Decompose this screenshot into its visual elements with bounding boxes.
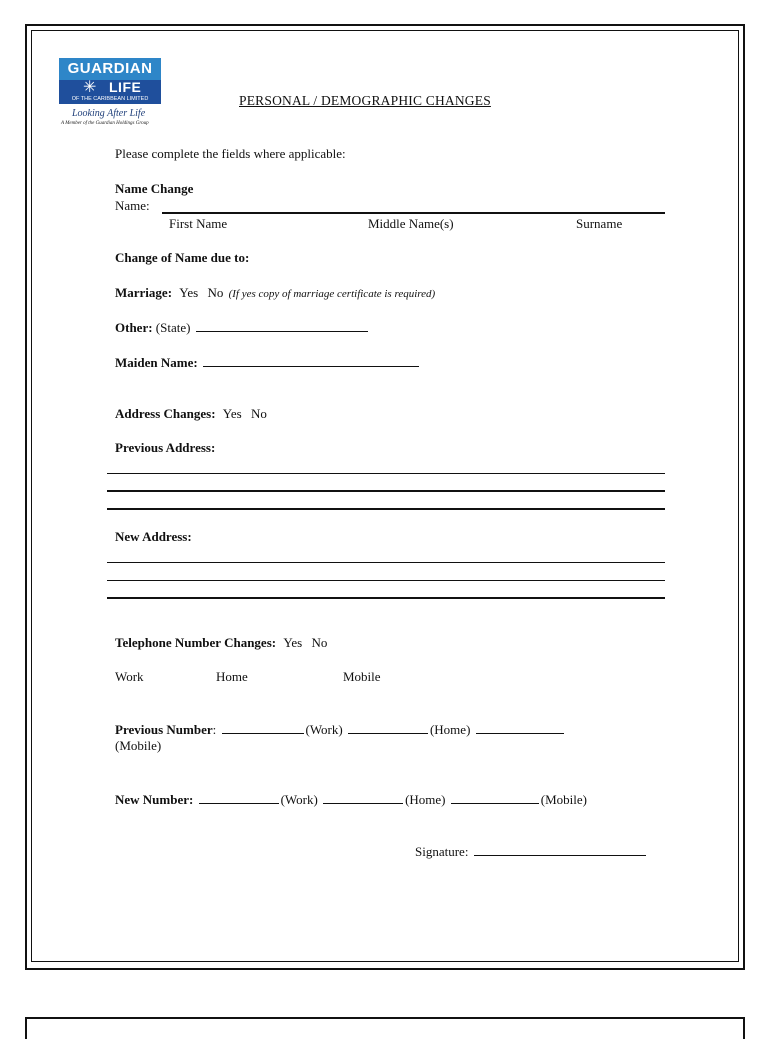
new-address-line-2[interactable] bbox=[107, 580, 665, 581]
telephone-row bbox=[115, 635, 327, 651]
phone-work-option[interactable]: Work bbox=[115, 669, 144, 684]
signature-label: Signature: bbox=[415, 844, 469, 859]
previous-home-field[interactable] bbox=[348, 721, 428, 734]
previous-address-line-2[interactable] bbox=[107, 490, 665, 492]
other-state-hint: (State) bbox=[155, 320, 191, 335]
new-number-label: New Number: bbox=[115, 792, 194, 807]
logo-fineprint: A Member of the Guardian Holdings Group bbox=[61, 121, 149, 126]
change-due-heading: Change of Name due to: bbox=[115, 250, 250, 265]
signature-field[interactable] bbox=[474, 843, 646, 856]
previous-address-line-3[interactable] bbox=[107, 508, 665, 510]
telephone-no-option[interactable]: No bbox=[311, 635, 328, 650]
previous-mobile-caption: (Mobile) bbox=[115, 738, 162, 753]
other-label: Other: bbox=[115, 320, 153, 335]
logo-tagline: Looking After Life bbox=[72, 108, 146, 119]
telephone-label: Telephone Number Changes: bbox=[115, 635, 277, 650]
middle-name-caption: Middle Name(s) bbox=[368, 216, 454, 231]
new-number-row bbox=[115, 791, 587, 808]
marriage-yes-option[interactable]: Yes bbox=[179, 285, 199, 300]
maiden-row bbox=[115, 354, 421, 371]
previous-number-row bbox=[115, 721, 566, 738]
intro-text: Please complete the fields where applicable: bbox=[115, 146, 346, 161]
marriage-row bbox=[115, 285, 435, 301]
maiden-name-field[interactable] bbox=[203, 354, 419, 367]
telephone-yes-option[interactable]: Yes bbox=[283, 635, 303, 650]
address-yes-option[interactable]: Yes bbox=[222, 406, 242, 421]
other-row bbox=[115, 319, 370, 336]
new-mobile-field[interactable] bbox=[451, 791, 539, 804]
first-name-caption: First Name bbox=[169, 216, 228, 231]
page-border-inner bbox=[31, 30, 739, 962]
marriage-no-option[interactable]: No bbox=[207, 285, 224, 300]
new-address-label: New Address: bbox=[115, 529, 192, 544]
new-address-line-1[interactable] bbox=[107, 562, 665, 563]
name-label: Name: bbox=[115, 198, 150, 213]
previous-mobile-field[interactable] bbox=[476, 721, 564, 734]
star-icon: ✳ bbox=[83, 77, 97, 96]
address-label: Address Changes: bbox=[115, 406, 216, 421]
new-home-field[interactable] bbox=[323, 791, 403, 804]
previous-work-caption: (Work) bbox=[305, 722, 343, 737]
maiden-label: Maiden Name: bbox=[115, 355, 198, 370]
signature-row bbox=[415, 843, 648, 860]
logo-line3: OF THE CARIBBEAN LIMITED bbox=[71, 96, 149, 102]
logo-line1: GUARDIAN bbox=[67, 60, 153, 77]
previous-work-field[interactable] bbox=[222, 721, 304, 734]
phone-home-option[interactable]: Home bbox=[216, 669, 248, 684]
other-field[interactable] bbox=[196, 319, 368, 332]
address-row bbox=[115, 406, 267, 422]
marriage-note: (If yes copy of marriage certificate is required) bbox=[228, 288, 436, 300]
previous-number-colon: : bbox=[212, 722, 217, 737]
previous-address-line-1[interactable] bbox=[107, 473, 665, 474]
previous-number-label: Previous Number bbox=[115, 722, 213, 737]
new-address-line-3[interactable] bbox=[107, 597, 665, 599]
next-page-border bbox=[25, 1017, 745, 1039]
new-mobile-caption: (Mobile) bbox=[540, 792, 587, 807]
new-work-field[interactable] bbox=[199, 791, 279, 804]
page-title: PERSONAL / DEMOGRAPHIC CHANGES bbox=[239, 93, 491, 108]
address-no-option[interactable]: No bbox=[250, 406, 267, 421]
previous-address-label: Previous Address: bbox=[115, 440, 216, 455]
new-home-caption: (Home) bbox=[405, 792, 446, 807]
name-field[interactable] bbox=[162, 212, 665, 214]
guardian-life-logo bbox=[59, 58, 161, 104]
logo-line2: LIFE bbox=[109, 79, 142, 95]
new-work-caption: (Work) bbox=[280, 792, 318, 807]
previous-home-caption: (Home) bbox=[429, 722, 471, 737]
surname-caption: Surname bbox=[576, 216, 623, 231]
marriage-label: Marriage: bbox=[115, 285, 173, 300]
name-change-heading: Name Change bbox=[115, 181, 194, 196]
phone-mobile-option[interactable]: Mobile bbox=[343, 669, 381, 684]
